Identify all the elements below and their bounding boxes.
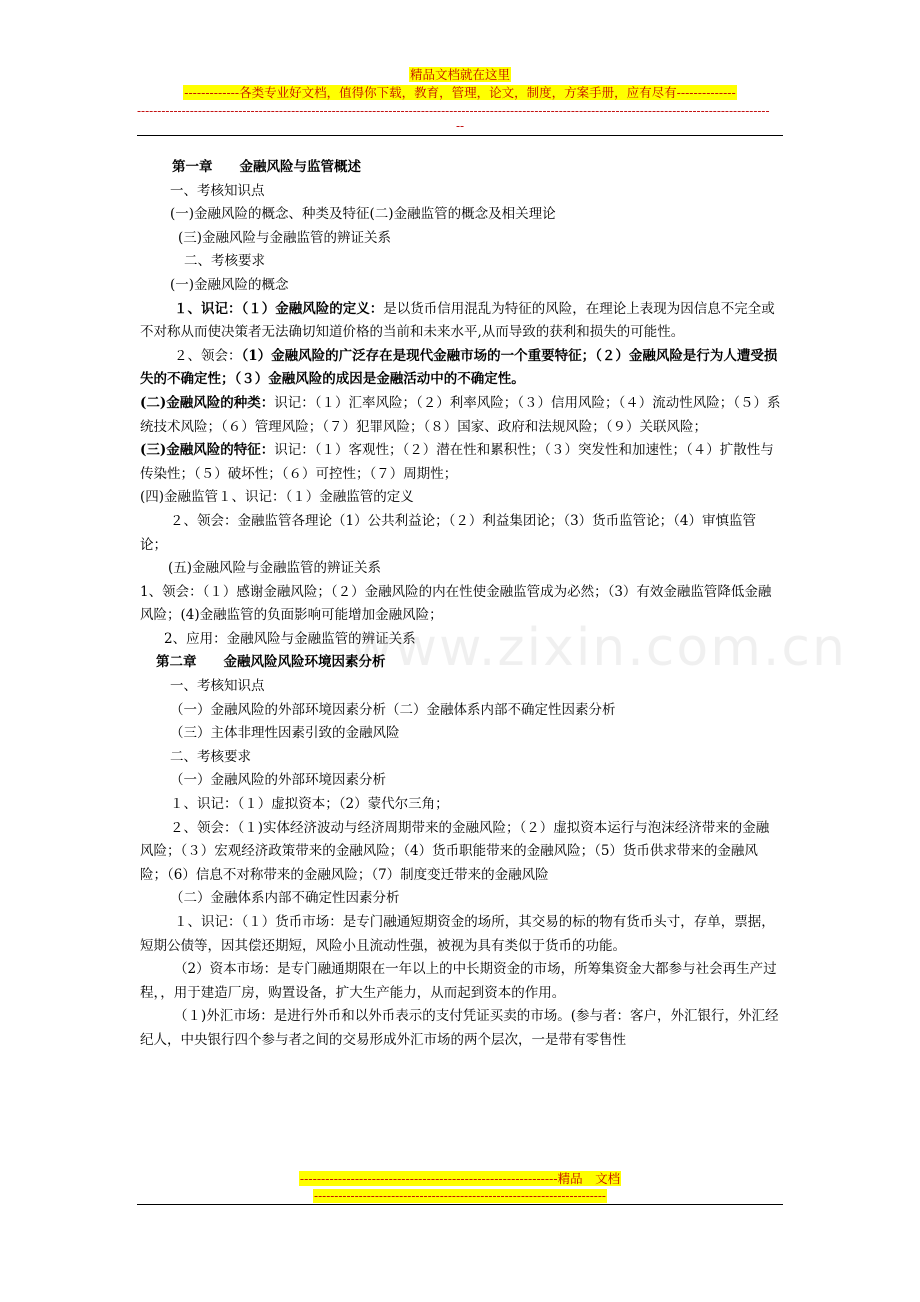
- paragraph-external-factors: ２、领会：（１)实体经济波动与经济周期带来的金融风险；（２）虚拟资本运行与泡沫经济带来的金融风险；（３）宏观经济政策带来的金融风险；（4）货币职能带来的金融风险；（5）货币供求带来的金融风险；（6）信息不对称带来的金融风险；（7）制度变迁带来的金融风险: [140, 819, 770, 883]
- paragraph-risk-types: (二)金融风险的种类：识记：（１）汇率风险；（２）利率风险；（３）信用风险；（４）流动性风险；（５）系统技术风险；（６）管理风险；（７）犯罪风险；（８）国家、政府和法规风险；（９）关联风险；: [140, 394, 781, 435]
- ch2-section-1-heading: 一、考核知识点: [170, 678, 265, 695]
- paragraph-supervision: (四)金融监管１、识记：（１）金融监管的定义: [140, 489, 414, 506]
- paragraph-dialectic-application: 2、应用：金融风险与金融监管的辨证关系: [164, 630, 416, 647]
- header-divider: [137, 135, 783, 136]
- paragraph-dialectic-understanding: 1、领会：（１）感谢金融风险；（２）金融风险的内在性使金融监管成为必然；（3）有效金融监管降低金融风险；(4)金融监管的负面影响可能增加金融风险；: [140, 583, 772, 624]
- header-dash-line: ------------------------------------------------------------------------------------------------------------------------------------------------------------: [137, 104, 770, 118]
- paragraph-risk-features: (三)金融风险的特征：识记：（１）客观性；（２）潜在性和累积性；（３）突发性和加速性；（４）扩散性与传染性；（５）破坏性；（６）可控性；（７）周期性；: [140, 442, 774, 482]
- ch2-section-1-item-b: （三）主体非理性因素引致的金融风险: [170, 725, 400, 742]
- ch1-section-1-heading: 一、考核知识点: [170, 182, 265, 199]
- ch1-section-2-item-a: (一)金融风险的概念: [170, 276, 289, 293]
- chapter-1-title: 第一章 金融风险与监管概述: [172, 159, 361, 175]
- ch1-section-2-heading: 二、考核要求: [184, 253, 265, 270]
- paragraph-supervision-theories: ２、领会：金融监管各理论（1）公共利益论；（２）利益集团论；（3）货币监管论；（4）审慎监管论；: [140, 512, 757, 553]
- document-body: [140, 156, 847, 1053]
- ch1-section-1-item-a: (一)金融风险的概念、种类及特征(二)金融监管的概念及相关理论: [170, 206, 556, 223]
- paragraph-risk-definition: １、识记：（１）金融风险的定义：是以货币信用混乱为特征的风险，在理论上表现为因信息不完全或不对称从而使决策者无法确切知道价格的当前和未来水平,从而导致的获利和损失的可能性。: [140, 300, 775, 341]
- header-dash-short: --: [455, 119, 465, 133]
- paragraph-money-market: １、识记：（１）货币市场：是专门融通短期资金的场所，其交易的标的物有货币头寸，存单，票据，短期公债等，因其偿还期短，风险小且流动性强，被视为具有类似于货币的功能。: [140, 914, 775, 954]
- ch1-section-1-item-b: (三)金融风险与金融监管的辨证关系: [178, 229, 392, 246]
- header-subtitle: -------------各类专业好文档，值得你下载，教育，管理，论文，制度，方案手册，应有尽有--------------: [184, 85, 736, 100]
- paragraph-risk-understanding: ２、领会：（1）金融风险的广泛存在是现代金融市场的一个重要特征；（２）金融风险是行为人遭受损失的不确定性；（３）金融风险的成因是金融活动中的不确定性。: [140, 347, 778, 388]
- footer-line-2: ------------------------------------------------------------------------: [314, 1189, 606, 1203]
- paragraph-capital-market: （2）资本市场：是专门融通期限在一年以上的中长期资金的市场，所筹集资金大都参与社会再生产过程，，用于建造厂房，购置设备，扩大生产能力，从而起到资本的作用。: [140, 961, 777, 1001]
- paragraph-virtual-capital: １、识记：（１）虚拟资本；（2）蒙代尔三角；: [170, 796, 449, 813]
- footer-line-1: -------------------------------------------------------------精品 文档: [299, 1171, 621, 1186]
- paragraph-internal-factors-heading: （二）金融体系内部不确定性因素分析: [170, 890, 400, 907]
- paragraph-forex-market: （１)外汇市场：是进行外币和以外币表示的支付凭证买卖的市场。(参与者：客户，外汇银行，外汇经纪人，中央银行四个参与者之间的交易形成外汇市场的两个层次，一是带有零售性: [140, 1008, 779, 1048]
- ch2-section-2-heading: 二、考核要求: [170, 748, 251, 765]
- chapter-2-title: 第二章 金融风险风险环境因素分析: [156, 654, 386, 671]
- paragraph-dialectic: (五)金融风险与金融监管的辨证关系: [168, 560, 382, 577]
- ch2-section-1-item-a: （一）金融风险的外部环境因素分析（二）金融体系内部不确定性因素分析: [170, 701, 616, 718]
- ch2-section-2-item-a: （一）金融风险的外部环境因素分析: [170, 772, 386, 789]
- paragraph-risk-definition-lead: １、识记：（１）金融风险的定义：: [174, 300, 384, 317]
- header-title: 精品文档就在这里: [409, 67, 510, 82]
- footer-divider: [137, 1204, 783, 1205]
- watermark: www.zixin.com.cn: [350, 618, 847, 678]
